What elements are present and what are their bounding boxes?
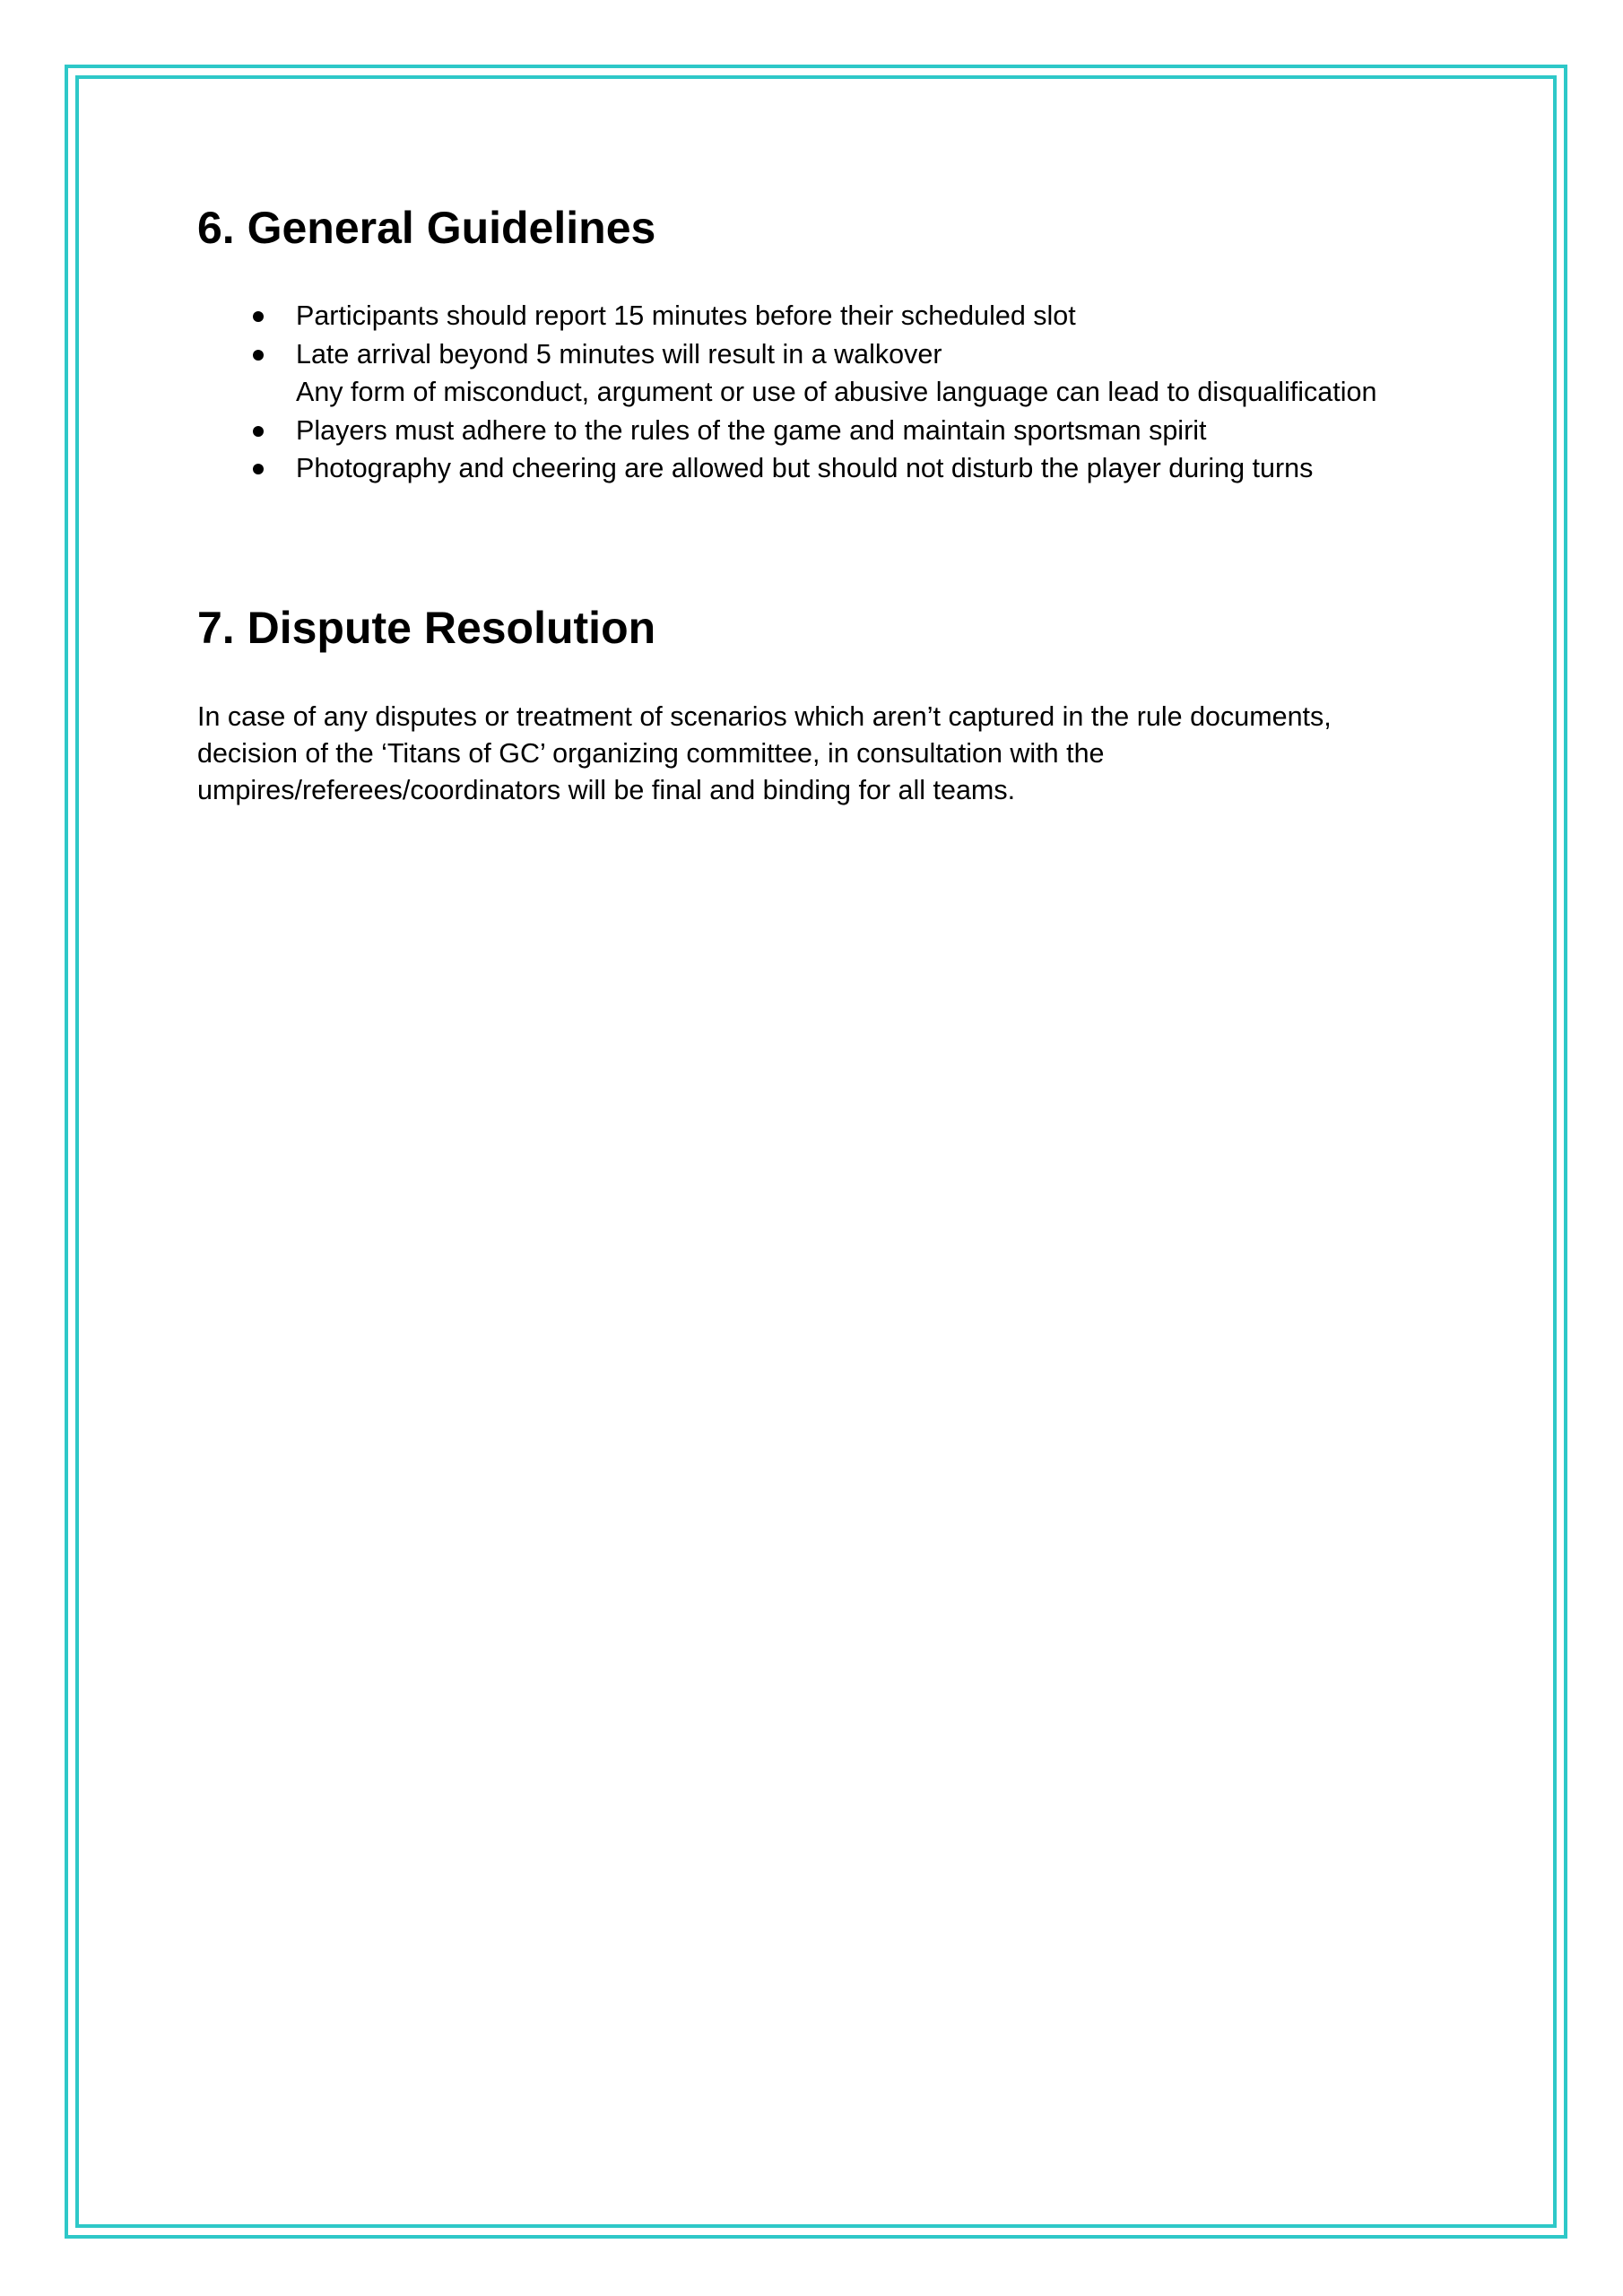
guidelines-list xyxy=(197,297,1453,488)
bullet-icon xyxy=(253,426,264,437)
list-item-text: Players must adhere to the rules of the game and maintain sportsman spirit xyxy=(296,414,1207,446)
list-item xyxy=(197,297,1453,335)
list-item xyxy=(197,412,1453,450)
list-item xyxy=(197,373,1453,412)
paragraph-line: umpires/referees/coordinators will be final and binding for all teams. xyxy=(197,775,1016,805)
section-heading-general-guidelines: 6. General Guidelines xyxy=(197,203,656,253)
dispute-resolution-paragraph xyxy=(197,699,1453,809)
list-item xyxy=(197,335,1453,374)
bullet-icon xyxy=(253,350,264,361)
list-item-text: Participants should report 15 minutes before their scheduled slot xyxy=(296,300,1076,331)
section-heading-dispute-resolution: 7. Dispute Resolution xyxy=(197,603,656,653)
list-item xyxy=(197,449,1453,488)
paragraph-line: decision of the ‘Titans of GC’ organizing committee, in consultation with the xyxy=(197,738,1105,769)
list-item-text: Late arrival beyond 5 minutes will result in a walkover xyxy=(296,338,942,370)
list-item-text: Any form of misconduct, argument or use of abusive language can lead to disqualification xyxy=(296,377,1377,407)
list-item-text: Photography and cheering are allowed but should not disturb the player during turns xyxy=(296,453,1314,483)
bullet-icon xyxy=(253,311,264,322)
paragraph-line: In case of any disputes or treatment of scenarios which aren’t captured in the rule documents, xyxy=(197,701,1332,732)
bullet-icon xyxy=(253,464,264,474)
